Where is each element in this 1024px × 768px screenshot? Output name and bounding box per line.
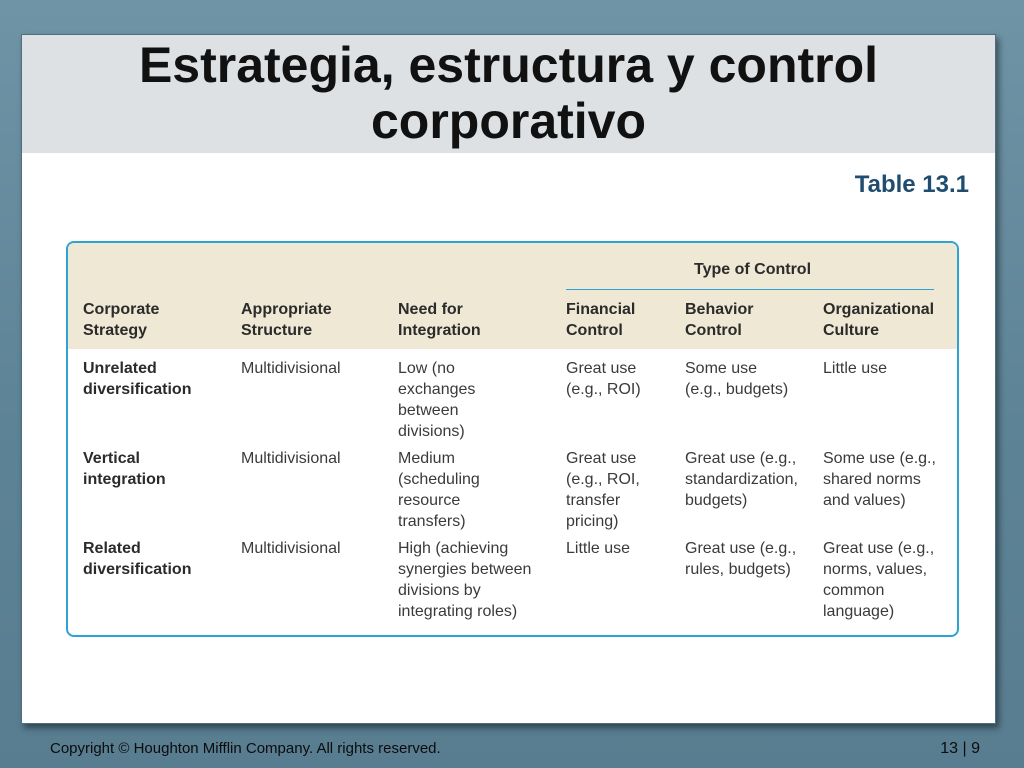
table-header bbox=[68, 243, 957, 349]
table-cell-structure: Multidivisional bbox=[241, 360, 341, 377]
table-cell-behavior-control: Some use (e.g., budgets) bbox=[685, 360, 789, 398]
column-header-financial-control: Financial Control bbox=[566, 301, 636, 339]
table-cell-organizational-culture: Great use (e.g., norms, values, common language) bbox=[823, 540, 935, 620]
table-cell-financial-control: Great use (e.g., ROI, transfer pricing) bbox=[566, 450, 640, 530]
table-cell-structure: Multidivisional bbox=[241, 450, 341, 467]
type-of-control-group-header: Type of Control bbox=[694, 261, 812, 278]
table-label: Table 13.1 bbox=[854, 171, 969, 198]
column-header-behavior-control: Behavior Control bbox=[685, 301, 754, 339]
table-cell-strategy: Related diversification bbox=[83, 540, 192, 578]
title-line-2: corporativo bbox=[370, 93, 647, 149]
table-cell-organizational-culture: Little use bbox=[823, 360, 888, 377]
column-header-appropriate-structure: Appropriate Structure bbox=[241, 301, 332, 339]
table-cell-behavior-control: Great use (e.g., standardization, budgets) bbox=[685, 450, 798, 509]
group-header-rule bbox=[566, 289, 934, 290]
table-cell-integration: Low (no exchanges between divisions) bbox=[398, 360, 476, 440]
table-cell-strategy: Vertical integration bbox=[83, 450, 166, 488]
table-cell-integration: High (achieving synergies between divisions by integrating roles) bbox=[398, 540, 532, 620]
slide-panel bbox=[21, 34, 996, 724]
table-cell-structure: Multidivisional bbox=[241, 540, 341, 557]
page-number: 13 | 9 bbox=[940, 740, 980, 757]
table-cell-behavior-control: Great use (e.g., rules, budgets) bbox=[685, 540, 797, 578]
table-cell-strategy: Unrelated diversification bbox=[83, 360, 192, 398]
table-cell-integration: Medium (scheduling resource transfers) bbox=[398, 450, 480, 530]
table-cell-financial-control: Great use (e.g., ROI) bbox=[566, 360, 641, 398]
strategy-control-table bbox=[66, 241, 959, 637]
title-band bbox=[22, 35, 995, 153]
table-cell-financial-control: Little use bbox=[566, 540, 631, 557]
title-line-1: Estrategia, estructura y control bbox=[138, 37, 879, 93]
slide-title bbox=[22, 37, 995, 149]
column-header-corporate-strategy: Corporate Strategy bbox=[83, 301, 160, 339]
table-cell-organizational-culture: Some use (e.g., shared norms and values) bbox=[823, 450, 936, 509]
footer-copyright: Copyright © Houghton Mifflin Company. All rights reserved. bbox=[50, 740, 441, 757]
column-header-organizational-culture: Organizational Culture bbox=[823, 301, 935, 339]
column-header-need-for-integration: Need for Integration bbox=[398, 301, 481, 339]
